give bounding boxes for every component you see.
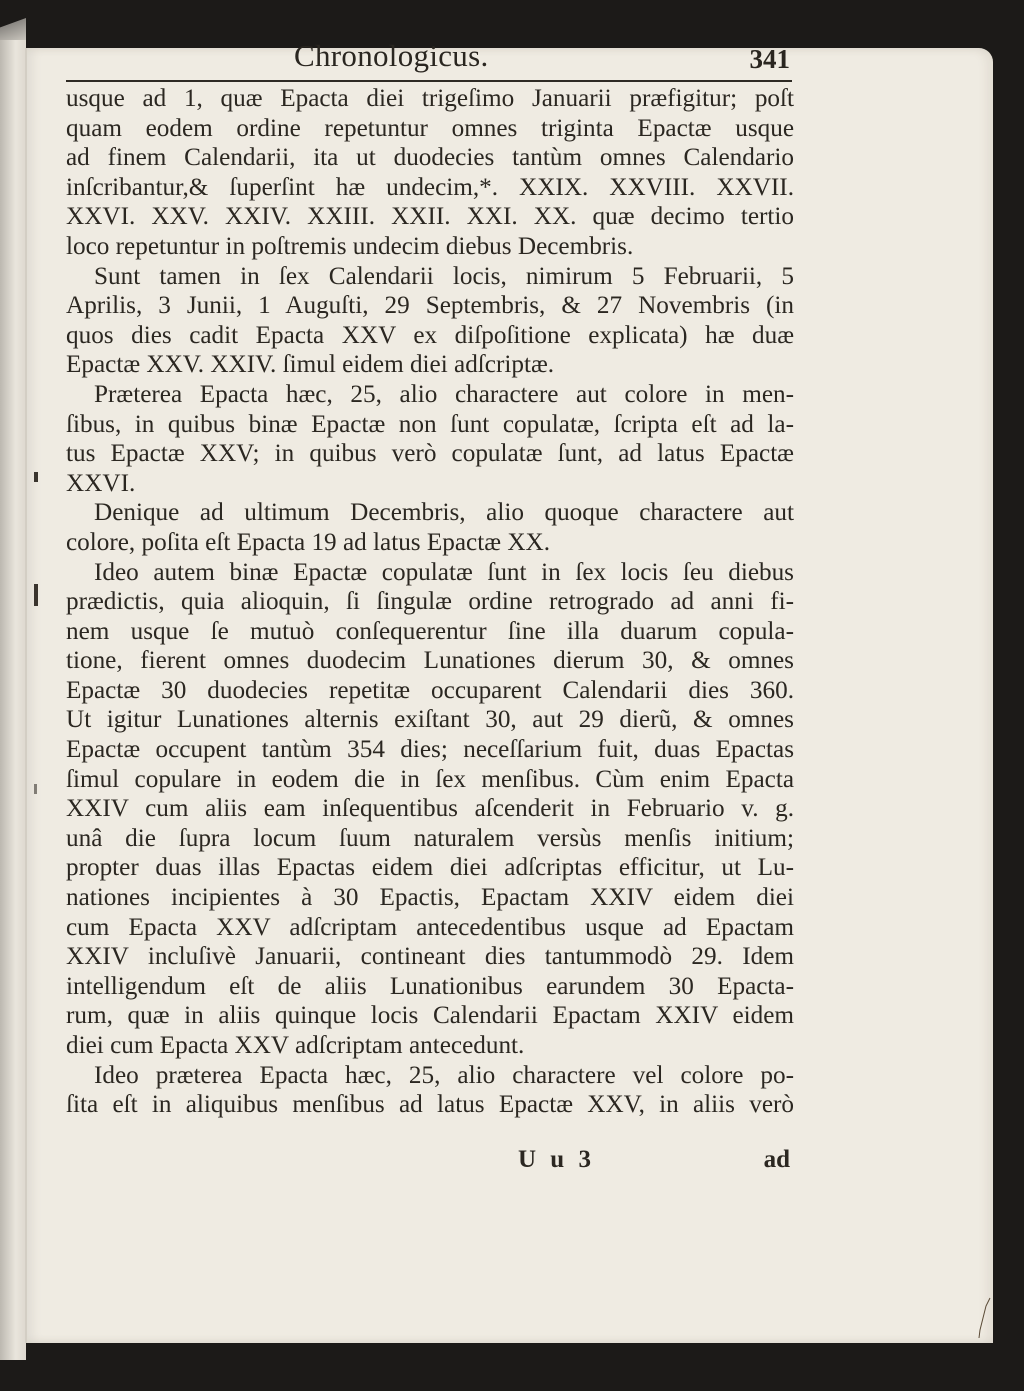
page-gutter (25, 48, 27, 1343)
text-line: quos dies cadit Epacta XXV ex diſpoſitione explicata) hæ duæ (66, 321, 794, 349)
text-line: nem usque ſe mutuò conſequerentur ſine illa duarum copula- (66, 617, 794, 645)
body-text (66, 84, 794, 1120)
text-line: prædictis, quia alioquin, ſi ſingulæ ordine retrogrado ad anni fi- (66, 588, 794, 616)
text-line: Ideo autem binæ Epactæ copulatæ ſunt in ſex locis ſeu diebus (94, 558, 794, 586)
text-line: cum Epacta XXV adſcriptam antecedentibus usque ad Epactam (66, 913, 794, 941)
text-line: tione, fierent omnes duodecim Lunationes dierum 30, & omnes (66, 647, 794, 675)
running-title: Chronologicus. (294, 38, 489, 73)
text-line: quam eodem ordine repetuntur omnes triginta Epactæ usque (66, 114, 794, 142)
text-line: unâ die ſupra locum ſuum naturalem versùs menſis initium; (66, 824, 794, 852)
text-line: usque ad 1, quæ Epacta diei trigeſimo Januarii præfigitur; poſt (66, 85, 794, 112)
text-line: loco repetuntur in poſtremis undecim diebus Decembris. (66, 232, 634, 260)
text-line: Præterea Epacta hæc, 25, alio charactere aut colore in men- (94, 380, 794, 408)
text-line: nationes incipientes à 30 Epactis, Epactam XXIV eidem diei (66, 884, 794, 912)
text-line: XXIV cum aliis eam inſequentibus aſcenderit in Februario v. g. (66, 795, 794, 823)
text-line: XXVI. XXV. XXIV. XXIII. XXII. XXI. XX. quæ decimo tertio (66, 203, 794, 231)
text-line: ad finem Calendarii, ita ut duodecies tantùm omnes Calendario (66, 144, 794, 172)
text-line: Denique ad ultimum Decembris, alio quoque charactere aut (94, 499, 794, 527)
paper-tear (978, 1296, 992, 1340)
text-line: Ut igitur Lunationes alternis exiſtant 30, aut 29 dierũ, & omnes (66, 706, 794, 734)
text-line: Epactæ 30 duodecies repetitæ occuparent Calendarii dies 360. (66, 676, 794, 704)
text-line: colore, poſita eſt Epacta 19 ad latus Epactæ XX. (66, 528, 550, 556)
text-line: tus Epactæ XXV; in quibus verò copulatæ ſunt, ad latus Epactæ (66, 440, 794, 468)
text-line: ſibus, in quibus binæ Epactæ non ſunt copulatæ, ſcripta eſt ad la- (66, 410, 794, 438)
text-line: intelligendum eſt de aliis Lunationibus earundem 30 Epacta- (66, 972, 794, 1000)
text-line: Aprilis, 3 Junii, 1 Auguſti, 29 Septembris, & 27 Novembris (in (66, 292, 794, 320)
text-line: ſita eſt in aliquibus menſibus ad latus Epactæ XXV, in aliis verò (66, 1091, 794, 1119)
text-line: diei cum Epacta XXV adſcriptam antecedunt. (66, 1032, 525, 1059)
text-line: ſimul copulare in eodem die in ſex menſibus. Cùm enim Epacta (66, 765, 794, 793)
text-line: XXVI. (66, 469, 136, 497)
facing-page-edge (0, 40, 26, 1360)
text-line: Ideo præterea Epacta hæc, 25, alio charactere vel colore po- (94, 1061, 794, 1089)
text-line: Epactæ XXV. XXIV. ſimul eidem diei adſcriptæ. (66, 351, 555, 379)
margin-mark (34, 584, 38, 606)
text-line: inſcribantur,& ſuperſint hæ undecim,*. XXIX. XXVIII. XXVII. (66, 173, 794, 201)
signature-mark: U u 3 (518, 1146, 595, 1173)
margin-mark (34, 784, 37, 794)
page-number: 341 (749, 44, 790, 74)
catchword: ad (763, 1146, 790, 1173)
footer-line (66, 1146, 792, 1178)
margin-mark (34, 472, 38, 482)
text-line: rum, quæ in aliis quinque locis Calendarii Epactam XXIV eidem (66, 1002, 794, 1030)
text-line: XXIV incluſivè Januarii, contineant dies tantummodò 29. Idem (66, 943, 794, 971)
text-line: propter duas illas Epactas eidem diei adſcriptas efficitur, ut Lu- (66, 854, 794, 882)
text-line: Epactæ occupent tantùm 354 dies; neceſſarium fuit, duas Epactas (66, 736, 794, 764)
text-line: Sunt tamen in ſex Calendarii locis, nimirum 5 Februarii, 5 (94, 262, 794, 290)
running-header (66, 38, 792, 82)
